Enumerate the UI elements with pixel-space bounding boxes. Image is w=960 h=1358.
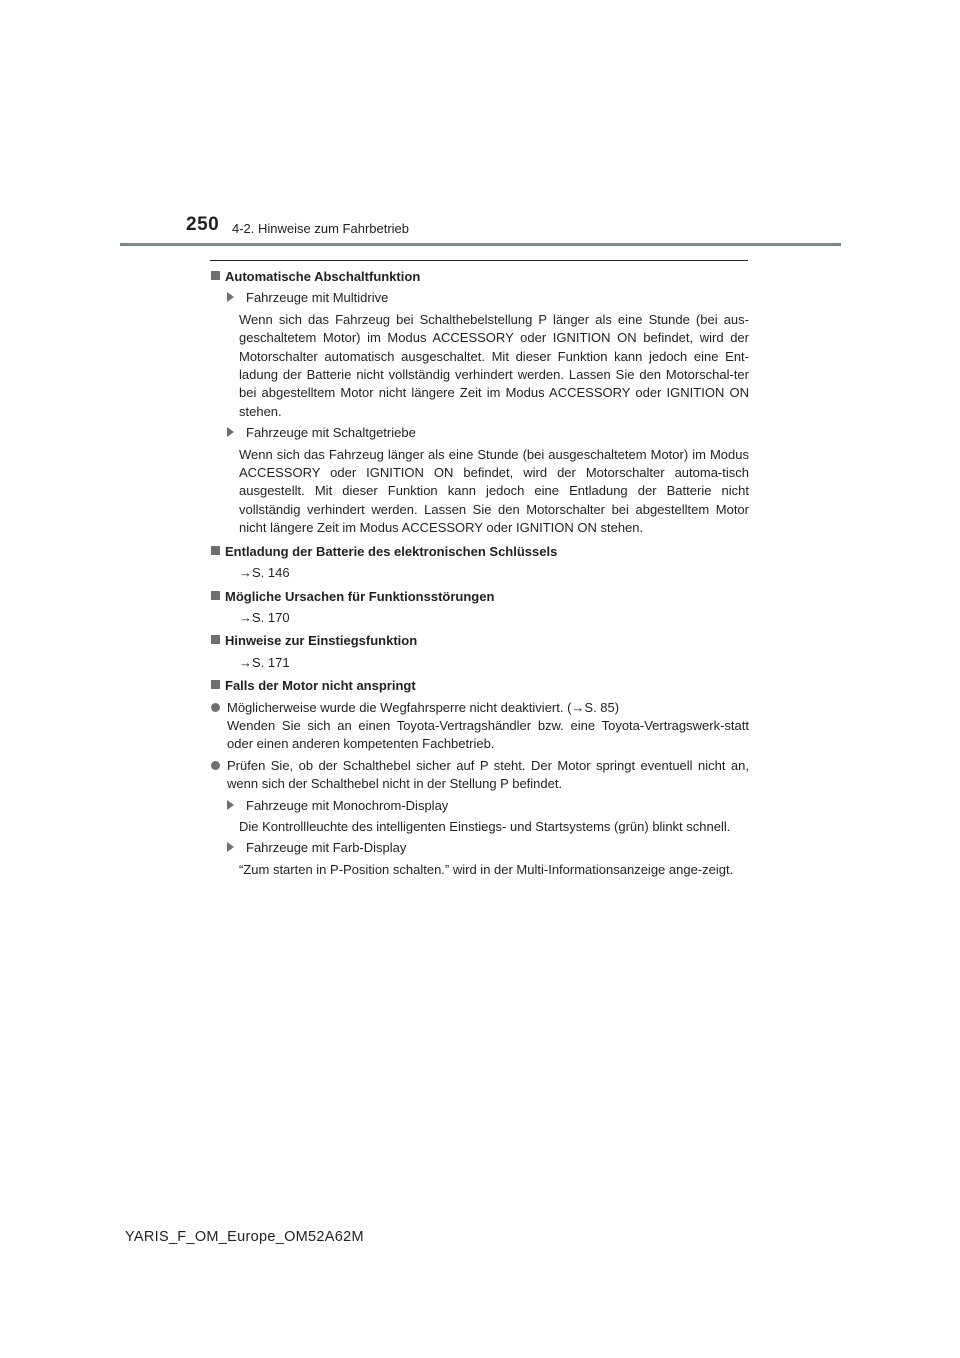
bullet-text: Prüfen Sie, ob der Schalthebel sicher auf P steht. Der Motor springt eventuell nicht an, wenn sich der Schalthebel nicht in der Stellung P befindet. (227, 757, 749, 792)
subheading-multidrive (211, 289, 749, 307)
footer-doc-code: YARIS_F_OM_Europe_OM52A62M (125, 1229, 364, 1245)
bullet-line: Möglicherweise wurde die Wegfahrsperre nicht deaktiviert. (→S. 85) (227, 699, 620, 715)
circle-bullet-icon (211, 761, 220, 770)
subheading-color-display (211, 839, 749, 857)
triangle-bullet-icon (227, 427, 241, 437)
subheading-text: Fahrzeuge mit Monochrom-Display (246, 797, 449, 813)
page-number: 250 (186, 214, 220, 235)
subheading-mono-display (211, 797, 749, 815)
bullet-text (227, 699, 749, 754)
page-reference: →S. 170 (239, 609, 290, 625)
heading-text: Automatische Abschaltfunktion (225, 269, 421, 284)
square-bullet-icon (211, 680, 220, 689)
square-bullet-icon (211, 271, 220, 280)
triangle-bullet-icon (227, 800, 241, 810)
triangle-bullet-icon (227, 292, 241, 302)
bullet-line: Wenden Sie sich an einen Toyota-Vertragshändler bzw. eine Toyota-Vertragswerk-statt oder einen anderen kompetenten Fachbetrieb. (227, 717, 749, 752)
bullet-shift-lever (211, 757, 749, 794)
page-reference: →S. 171 (239, 654, 290, 670)
heading-no-start (211, 677, 749, 695)
square-bullet-icon (211, 591, 220, 600)
subheading-text: Fahrzeuge mit Schaltgetriebe (246, 425, 416, 441)
content-body (211, 268, 749, 879)
paragraph-mono-display: Die Kontrollleuchte des intelligenten Einstiegs- und Startsystems (grün) blinkt schnell. (239, 818, 731, 834)
heading-text: Mögliche Ursachen für Funktionsstörungen (225, 588, 495, 604)
heading-entry (211, 632, 749, 650)
subheading-text: Fahrzeuge mit Multidrive (246, 290, 389, 306)
heading-text: Entladung der Batterie des elektronischen Schlüssels (225, 543, 558, 559)
heading-text: Falls der Motor nicht anspringt (225, 678, 416, 694)
square-bullet-icon (211, 546, 220, 555)
heading-text: Hinweise zur Einstiegsfunktion (225, 633, 418, 649)
page-reference: →S. 146 (239, 565, 290, 581)
bullet-immobilizer (211, 699, 749, 754)
content-divider (210, 260, 748, 261)
triangle-bullet-icon (227, 842, 241, 852)
subheading-manual (211, 424, 749, 442)
header-divider (120, 243, 841, 246)
section-title: 4-2. Hinweise zum Fahrbetrieb (232, 221, 410, 236)
square-bullet-icon (211, 635, 220, 644)
heading-malfunction (211, 588, 749, 606)
paragraph-multidrive: Wenn sich das Fahrzeug bei Schalthebelstellung P länger als eine Stunde (bei aus-geschaltetem Motor) im Modus ACCESSORY oder IGNITION ON befindet, wird der Motorschalter automatisch ausgeschaltet. Mit dieser Funktion kann jedoch eine Ent-ladung der Batterie nicht vollständig verhindert werden. Lassen Sie den Motorschal-ter bei abgestelltem Motor nicht längere Zeit im Modus ACCESSORY oder IGNITION ON stehen. (239, 311, 749, 419)
paragraph-color-display: “Zum starten in P-Position schalten.” wird in der Multi-Informationsanzeige ange-zeigt. (239, 861, 734, 877)
heading-auto-shutoff (211, 268, 749, 286)
heading-key-battery (211, 543, 749, 561)
circle-bullet-icon (211, 703, 220, 712)
paragraph-manual: Wenn sich das Fahrzeug länger als eine Stunde (bei ausgeschaltetem Motor) im Modus ACCESSORY oder IGNITION ON befindet, wird der Motorschalter automa-tisch ausgestellt. Mit dieser Funktion kann jedoch eine Entladung der Batterie nicht vollständig verhindert werden. Lassen Sie den Motorschalter bei abgestelltem Motor nicht längere Zeit im Modus ACCESSORY oder IGNITION ON stehen. (239, 446, 749, 536)
subheading-text: Fahrzeuge mit Farb-Display (246, 840, 407, 856)
